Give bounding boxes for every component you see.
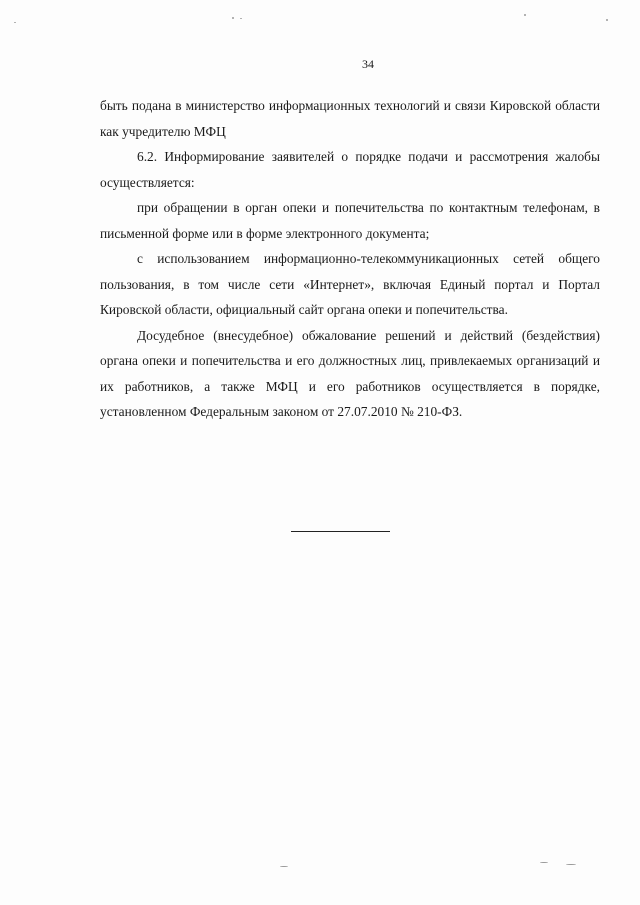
- page-number: 34: [362, 57, 374, 71]
- paragraph-6-2: 6.2. Информирование заявителей о порядке подачи и рассмотрения жалобы осуществляется:: [100, 149, 600, 190]
- end-of-document-rule: [291, 531, 390, 532]
- scan-speck: [240, 18, 242, 19]
- paragraph-pretrial-appeal: Досудебное (внесудебное) обжалование решений и действий (бездействия) органа опеки и попечительства и его должностных лиц, привлекаемых организаций и их работников, а также МФЦ и его работников осуществляется в порядке, установленном Федеральным законом от 27.07.2010 № 210-ФЗ.: [100, 327, 600, 419]
- scan-speck: [280, 866, 288, 867]
- document-body: [100, 93, 600, 425]
- paragraph-internet: с использованием информационно-телекоммуникационных сетей общего пользования, в том числе сети «Интернет», включая Единый портал и Портал Кировской области, официальный сайт органа опеки и попечительства.: [100, 251, 600, 317]
- scan-speck: [232, 17, 234, 19]
- scan-speck: [14, 22, 16, 23]
- scan-speck: [524, 14, 526, 16]
- paragraph-continuation: быть подана в министерство информационных технологий и связи Кировской области как учредителю МФЦ: [100, 98, 600, 139]
- scan-speck: [566, 864, 576, 865]
- scan-speck: [606, 19, 608, 21]
- paragraph-contact-phones: при обращении в орган опеки и попечительства по контактным телефонам, в письменной форме или в форме электронного документа;: [100, 200, 600, 241]
- scan-speck: [540, 862, 548, 863]
